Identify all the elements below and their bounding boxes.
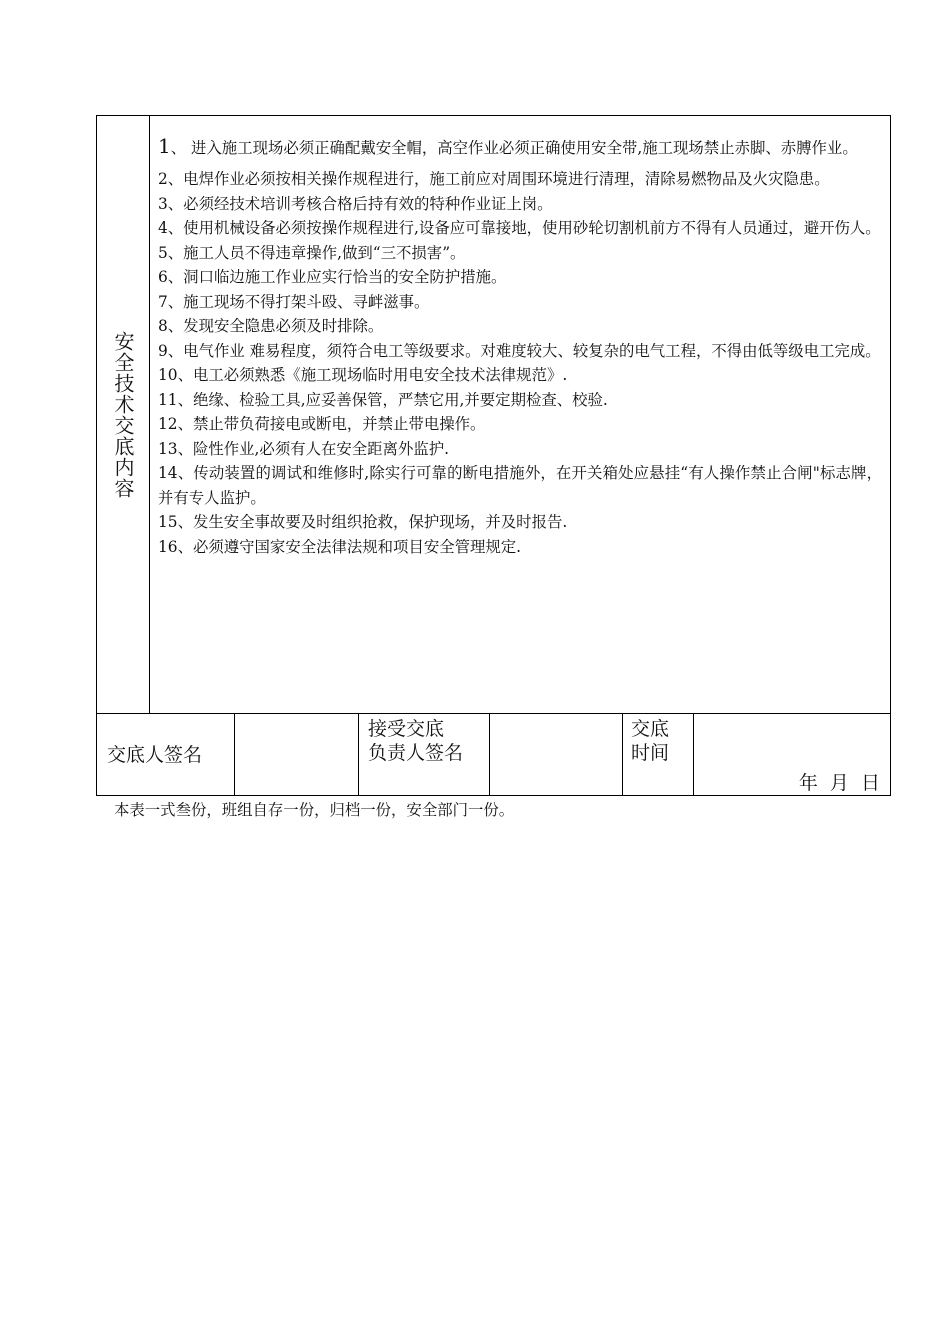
rule-item: 4、使用机械设备必须按操作规程进行,设备应可靠接地，使用砂轮切割机前方不得有人员通过，避开伤人。 [158, 219, 881, 237]
sig-divider-2 [358, 714, 359, 795]
rule-item: 8、发现安全隐患必须及时排除。 [158, 317, 384, 335]
rule-item: 11、绝缘、检验工具,应妥善保管，严禁它用,并要定期检查、校验. [158, 390, 608, 409]
rule-item: 10、电工必须熟悉《施工现场临时用电安全技术法律规范》. [158, 366, 568, 384]
rule-item: 3、必须经技术培训考核合格后持有效的特种作业证上岗。 [158, 194, 553, 213]
rule-item: 9、电气作业 难易程度，须符合电工等级要求。对难度较大、较复杂的电气工程，不得由低等级电工完成。 [158, 341, 881, 360]
receiver-signature-label [368, 717, 463, 765]
receiver-label-line1: 接受交底 [368, 718, 445, 740]
rule-item: 6、洞口临边施工作业应实行恰当的安全防护措施。 [158, 268, 507, 286]
rule-item: 5、施工人员不得违章操作,做到“三不损害”。 [158, 243, 466, 262]
disclosure-date[interactable]: 年 月 日 [798, 772, 880, 794]
section-label: 安全技术交底内容 [111, 331, 135, 499]
rule-item: 16、必须遵守国家安全法律法规和项目安全管理规定. [158, 537, 522, 556]
disclosure-content [158, 128, 882, 559]
section-label-cell [97, 116, 149, 714]
time-label-line1: 交底 [631, 718, 670, 740]
rule-item: 12、禁止带负荷接电或断电，并禁止带电操作。 [158, 415, 486, 433]
sig-divider-4 [622, 714, 623, 795]
label-column-divider [149, 116, 150, 714]
rule-item: 1、 进入施工现场必须正确配戴安全帽，高空作业必须正确使用安全带,施工现场禁止赤脚、赤膊作业。 [158, 134, 858, 158]
disclosure-time-label [631, 717, 669, 765]
receiver-signature-field[interactable] [490, 714, 621, 794]
receiver-label-line2: 负责人签名 [368, 742, 464, 764]
footnote: 本表一式叁份，班组自存一份，归档一份，安全部门一份。 [114, 801, 515, 819]
rule-item: 13、险性作业,必须有人在安全距离外监护. [158, 439, 450, 458]
rule-item: 2、电焊作业必须按相关操作规程进行，施工前应对周围环境进行清理，清除易燃物品及火灾隐患。 [158, 170, 830, 188]
time-label-line2: 时间 [631, 742, 670, 764]
discloser-signature-field[interactable] [235, 714, 357, 794]
rule-item: 7、施工现场不得打架斗殴、寻衅滋事。 [158, 292, 430, 311]
safety-disclosure-table [96, 115, 891, 796]
rule-item-1-text: 、 进入施工现场必须正确配戴安全帽，高空作业必须正确使用安全带,施工现场禁止赤脚、赤膊作业。 [170, 139, 858, 157]
sig-divider-5 [693, 714, 694, 795]
rule-item: 14、传动装置的调试和维修时,除实行可靠的断电措施外，在开关箱处应悬挂“有人操作禁止合闸"标志牌，并有专人监护。 [158, 464, 882, 507]
rule-item: 15、发生安全事故要及时组织抢救，保护现场，并及时报告. [158, 513, 568, 531]
discloser-signature-label: 交底人签名 [107, 744, 203, 766]
